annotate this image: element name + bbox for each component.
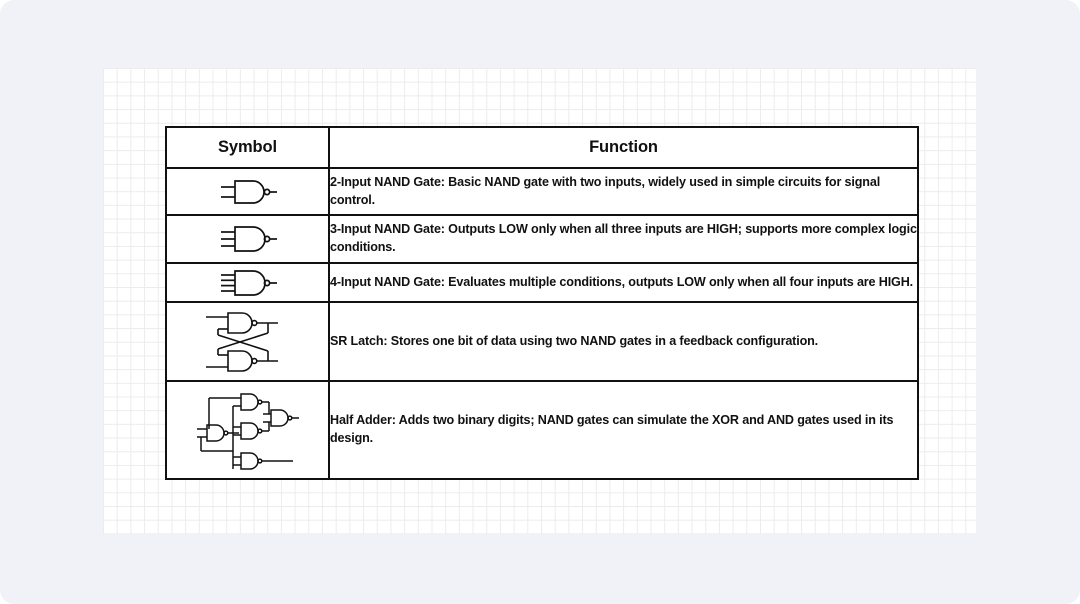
table-row bbox=[166, 302, 918, 381]
symbol-cell bbox=[166, 381, 329, 479]
symbol-cell bbox=[166, 215, 329, 263]
function-cell: 3-Input NAND Gate: Outputs LOW only when all three inputs are HIGH; supports more complex logic conditions. bbox=[329, 215, 918, 263]
column-header-function: Function bbox=[329, 127, 918, 168]
3-input-nand-gate-icon bbox=[213, 222, 283, 256]
table-row bbox=[166, 215, 918, 263]
function-cell: SR Latch: Stores one bit of data using two NAND gates in a feedback configuration. bbox=[329, 302, 918, 381]
function-cell: 4-Input NAND Gate: Evaluates multiple conditions, outputs LOW only when all four inputs are HIGH. bbox=[329, 263, 918, 302]
table-row bbox=[166, 168, 918, 215]
function-cell: 2-Input NAND Gate: Basic NAND gate with two inputs, widely used in simple circuits for signal control. bbox=[329, 168, 918, 215]
function-cell: Half Adder: Adds two binary digits; NAND gates can simulate the XOR and AND gates used in its design. bbox=[329, 381, 918, 479]
column-header-symbol: Symbol bbox=[166, 127, 329, 168]
2-input-nand-gate-icon bbox=[213, 175, 283, 209]
half-adder-icon bbox=[195, 389, 301, 471]
table-row bbox=[166, 263, 918, 302]
symbol-cell bbox=[166, 302, 329, 381]
4-input-nand-gate-icon bbox=[213, 267, 283, 299]
nand-symbol-table bbox=[165, 126, 919, 480]
table-header-row bbox=[166, 127, 918, 168]
table-row bbox=[166, 381, 918, 479]
sr-latch-icon bbox=[200, 309, 296, 375]
symbol-cell bbox=[166, 263, 329, 302]
symbol-cell bbox=[166, 168, 329, 215]
